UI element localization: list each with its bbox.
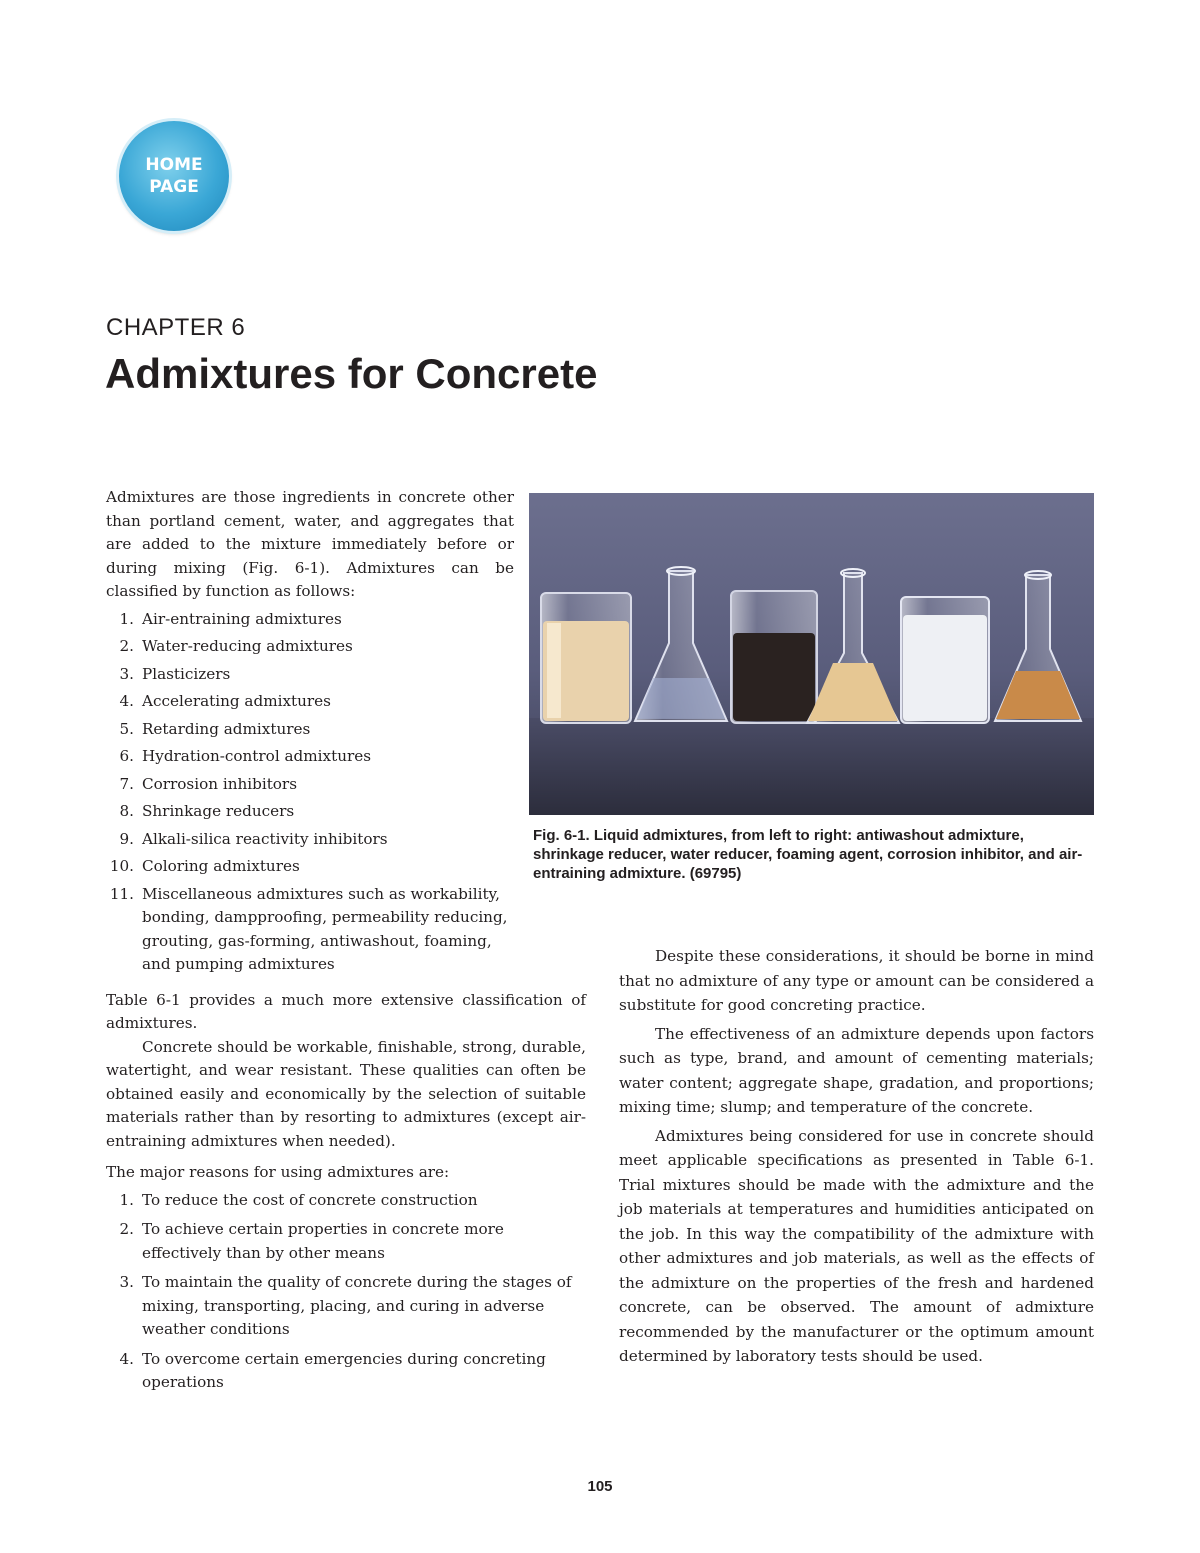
list-item: 3. Plasticizers: [119, 664, 231, 683]
list-item: 4. Accelerating admixtures: [119, 692, 331, 710]
list-item: 2. Water-reducing admixtures: [119, 637, 353, 655]
list-item: 6. Hydration-control admixtures: [119, 747, 372, 765]
list-item: 4. To overcome certain emergencies during concreting operations: [119, 1349, 546, 1391]
admixture-photo: [529, 493, 1094, 815]
intro-paragraph: Admixtures are those ingredients in concrete other than portland cement, water, and aggregates that are added to the mixture immediately before or during mixing (Fig. 6-1). Admixtures can be classified by function as follows:: [106, 488, 514, 600]
right-column: [619, 944, 1094, 1369]
list-item: 7. Corrosion inhibitors: [119, 774, 297, 793]
body-paragraph: Admixtures being considered for use in concrete should meet applicable specifications as presented in Table 6-1. Trial mixtures should be made with the admixture and the job materials at temperatures and humidities anticipated on the job. In this way the compatibility of the admixture with other admixtures and job materials, as well as the effects of the admixture on the properties of the fresh and hardened concrete, can be observed. The amount of admixture recommended by the manufacturer or the optimum amount determined by laboratory tests should be used.: [619, 1126, 1094, 1365]
body-paragraph: The effectiveness of an admixture depends upon factors such as type, brand, and amount of cementing materials; water content; aggregate shape, gradation, and proportions; mixing time; slump; and temperature of the concrete.: [619, 1024, 1094, 1116]
page-number: 105: [587, 1478, 613, 1495]
list-item: 10. Coloring admixtures: [109, 857, 300, 875]
home-page-label-line1: HOME: [145, 155, 203, 175]
list-item: 9. Alkali-silica reactivity inhibitors: [119, 829, 388, 848]
list-item: 8. Shrinkage reducers: [119, 802, 295, 820]
left-column: [106, 486, 586, 1401]
reasons-list: [106, 1189, 586, 1395]
list-item: 3. To maintain the quality of concrete during the stages of mixing, transporting, placing, and curing in adverse weather conditions: [119, 1273, 572, 1338]
home-page-label-line2: PAGE: [149, 177, 199, 197]
concrete-qualities-paragraph: Concrete should be workable, finishable, strong, durable, watertight, and wear resistant. These qualities can often be obtained easily and economically by the selection of suitable materials rather than by resorting to admixtures (except air-entraining admixtures when needed).: [106, 1037, 586, 1150]
list-item: 1. Air-entraining admixtures: [119, 609, 342, 628]
list-item: 2. To achieve certain properties in concrete more effectively than by other means: [119, 1220, 504, 1262]
body-paragraph: Despite these considerations, it should be borne in mind that no admixture of any type or amount can be considered a substitute for good concreting practice.: [619, 947, 1094, 1014]
list-item: 11. Miscellaneous admixtures such as workability, bonding, dampproofing, permeability reducing, grouting, gas-forming, antiwashout, foaming, and pumping admixtures: [109, 884, 508, 973]
chapter-label: CHAPTER 6: [106, 314, 246, 341]
function-list: [106, 608, 516, 977]
figure-caption: Fig. 6-1. Liquid admixtures, from left to right: antiwashout admixture, shrinkage reducer, water reducer, foaming agent, corrosion inhibitor, and air-entraining admixture. (69795): [533, 827, 1083, 882]
home-page-button[interactable]: [119, 121, 229, 231]
list-item: 1. To reduce the cost of concrete construction: [119, 1190, 478, 1209]
reasons-intro: The major reasons for using admixtures are:: [106, 1163, 450, 1181]
chapter-title: Admixtures for Concrete: [105, 350, 598, 397]
list-item: 5. Retarding admixtures: [119, 719, 311, 738]
table-reference-paragraph: Table 6-1 provides a much more extensive classification of admixtures.: [106, 990, 586, 1032]
admixture-photo-illustration: [529, 493, 1094, 815]
